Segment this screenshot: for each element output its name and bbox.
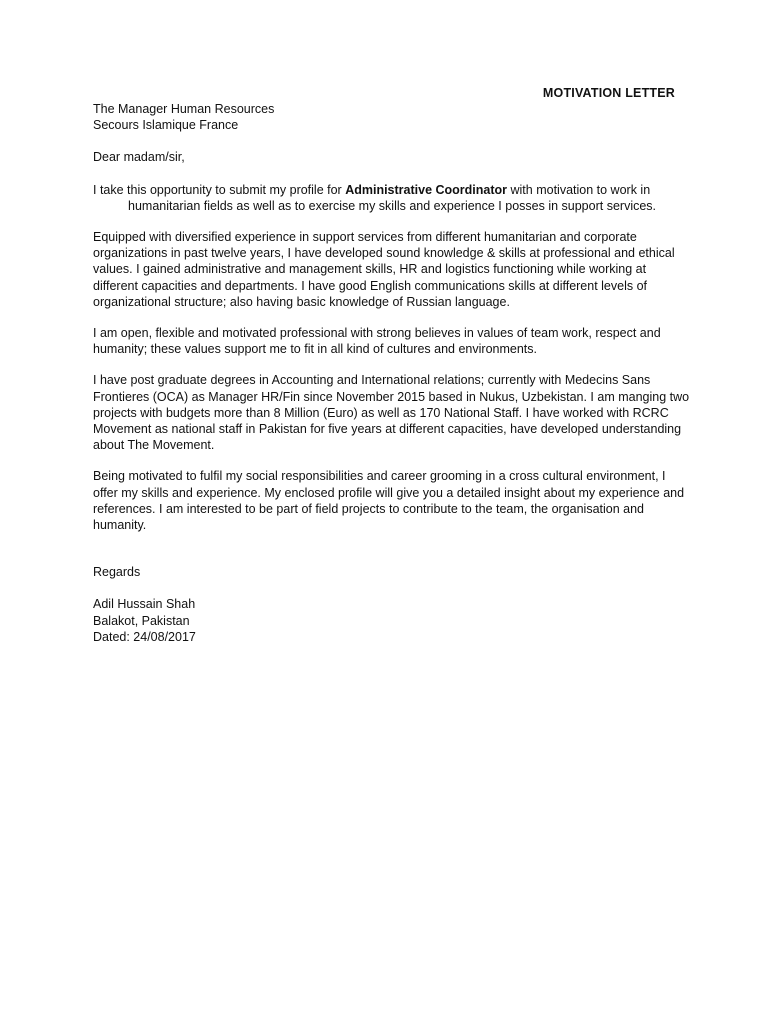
recipient-line-1: The Manager Human Resources — [93, 102, 275, 116]
closing: Regards — [93, 565, 141, 580]
paragraph-experience: Equipped with diversified experience in support services from different humanitarian and corporate organizations in past twelve years, I have developed sound knowledge & skills at professional and ethical values. I gained administrative and management skills, HR and logistics functioning while working at different capacities and departments. I have good English communications skills at different levels of organizational structure; also having basic knowledge of Russian language. — [93, 230, 675, 309]
signature-location: Balakot, Pakistan — [93, 613, 190, 628]
paragraph-motivation: Being motivated to fulfil my social responsibilities and career grooming in a cross cultural environment, I offer my skills and experience. My enclosed profile will give you a detailed insight about my experience and references. I am interested to be part of field projects to contribute to the team, the organisation and humanity. — [93, 469, 685, 533]
paragraph-values: I am open, flexible and motivated professional with strong believes in values of team work, respect and humanity; these values support me to fit in all kind of cultures and environments. — [93, 326, 661, 357]
signature-date: Dated: 24/08/2017 — [93, 629, 196, 644]
salutation: Dear madam/sir, — [93, 150, 185, 165]
letter-body — [93, 101, 693, 645]
spacer — [93, 548, 693, 564]
recipient-line-2: Secours Islamique France — [93, 118, 239, 133]
intro-paragraph — [93, 182, 693, 214]
letter-title: MOTIVATION LETTER — [542, 86, 675, 100]
position-title: Administrative Coordinator — [345, 182, 508, 197]
signature-name: Adil Hussain Shah — [93, 597, 196, 612]
paragraph-education: I have post graduate degrees in Accounting and International relations; currently with Medecins Sans Frontieres (OCA) as Manager HR/Fin since November 2015 based in Nukus, Uzbekistan. I am manging two projects with budgets more than 8 Million (Euro) as well as 170 National Staff. I have worked with RCRC Movement as national staff in Pakistan for five years at different capacities, have developed understanding about The Movement. — [93, 373, 690, 453]
intro-text-after: with motivation to work in humanitarian fields as well as to exercise my skills and experience I posses in support services. — [128, 182, 657, 213]
intro-text-before: I take this opportunity to submit my profile for — [93, 182, 346, 197]
